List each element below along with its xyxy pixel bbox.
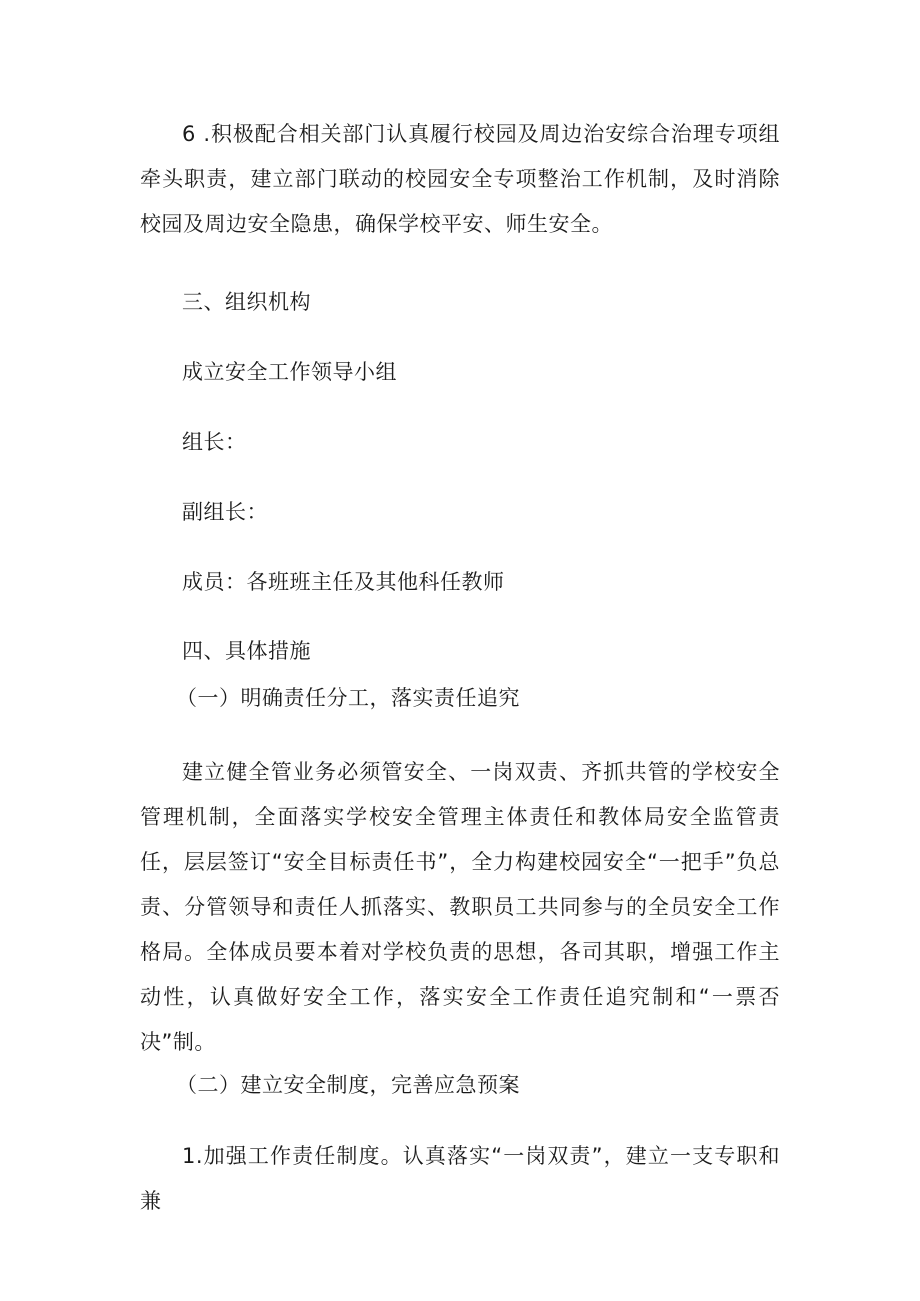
item-1-paragraph: 1.加强工作责任制度。认真落实“一岗双责”，建立一支专职和兼 <box>140 1144 780 1213</box>
subsection-1-body: 建立健全管业务必须管安全、一岗双责、齐抓共管的学校安全管理机制，全面落实学校安全管理主体责任和教体局安全监管责任，层层签订“安全目标责任书”，全力构建校园安全“一把手”负总责、分管领导和责任人抓落实、教职员工共同参与的全员安全工作格局。全体成员要本着对学校负责的思想，各司其职，增强工作主动性，认真做好安全工作，落实安全工作责任追究制和“一票否决”制。 <box>140 760 780 1054</box>
section-4-heading: 四、具体措施 <box>182 639 311 663</box>
deputy-leader-label: 副组长： <box>182 500 268 524</box>
leadership-group-line: 成立安全工作领导小组 <box>182 360 397 384</box>
subsection-2-heading: （二）建立安全制度，完善应急预案 <box>176 1073 520 1097</box>
leader-label: 组长： <box>182 430 247 454</box>
members-line: 成员：各班班主任及其他科任教师 <box>182 570 505 594</box>
section-3-heading: 三、组织机构 <box>182 290 311 314</box>
subsection-1-heading: （一）明确责任分工，落实责任追究 <box>176 686 520 710</box>
paragraph-item-6: 6 .积极配合相关部门认真履行校园及周边治安综合治理专项组牵头职责，建立部门联动的校园安全专项整治工作机制，及时消除校园及周边安全隐患，确保学校平安、师生安全。 <box>140 122 780 236</box>
